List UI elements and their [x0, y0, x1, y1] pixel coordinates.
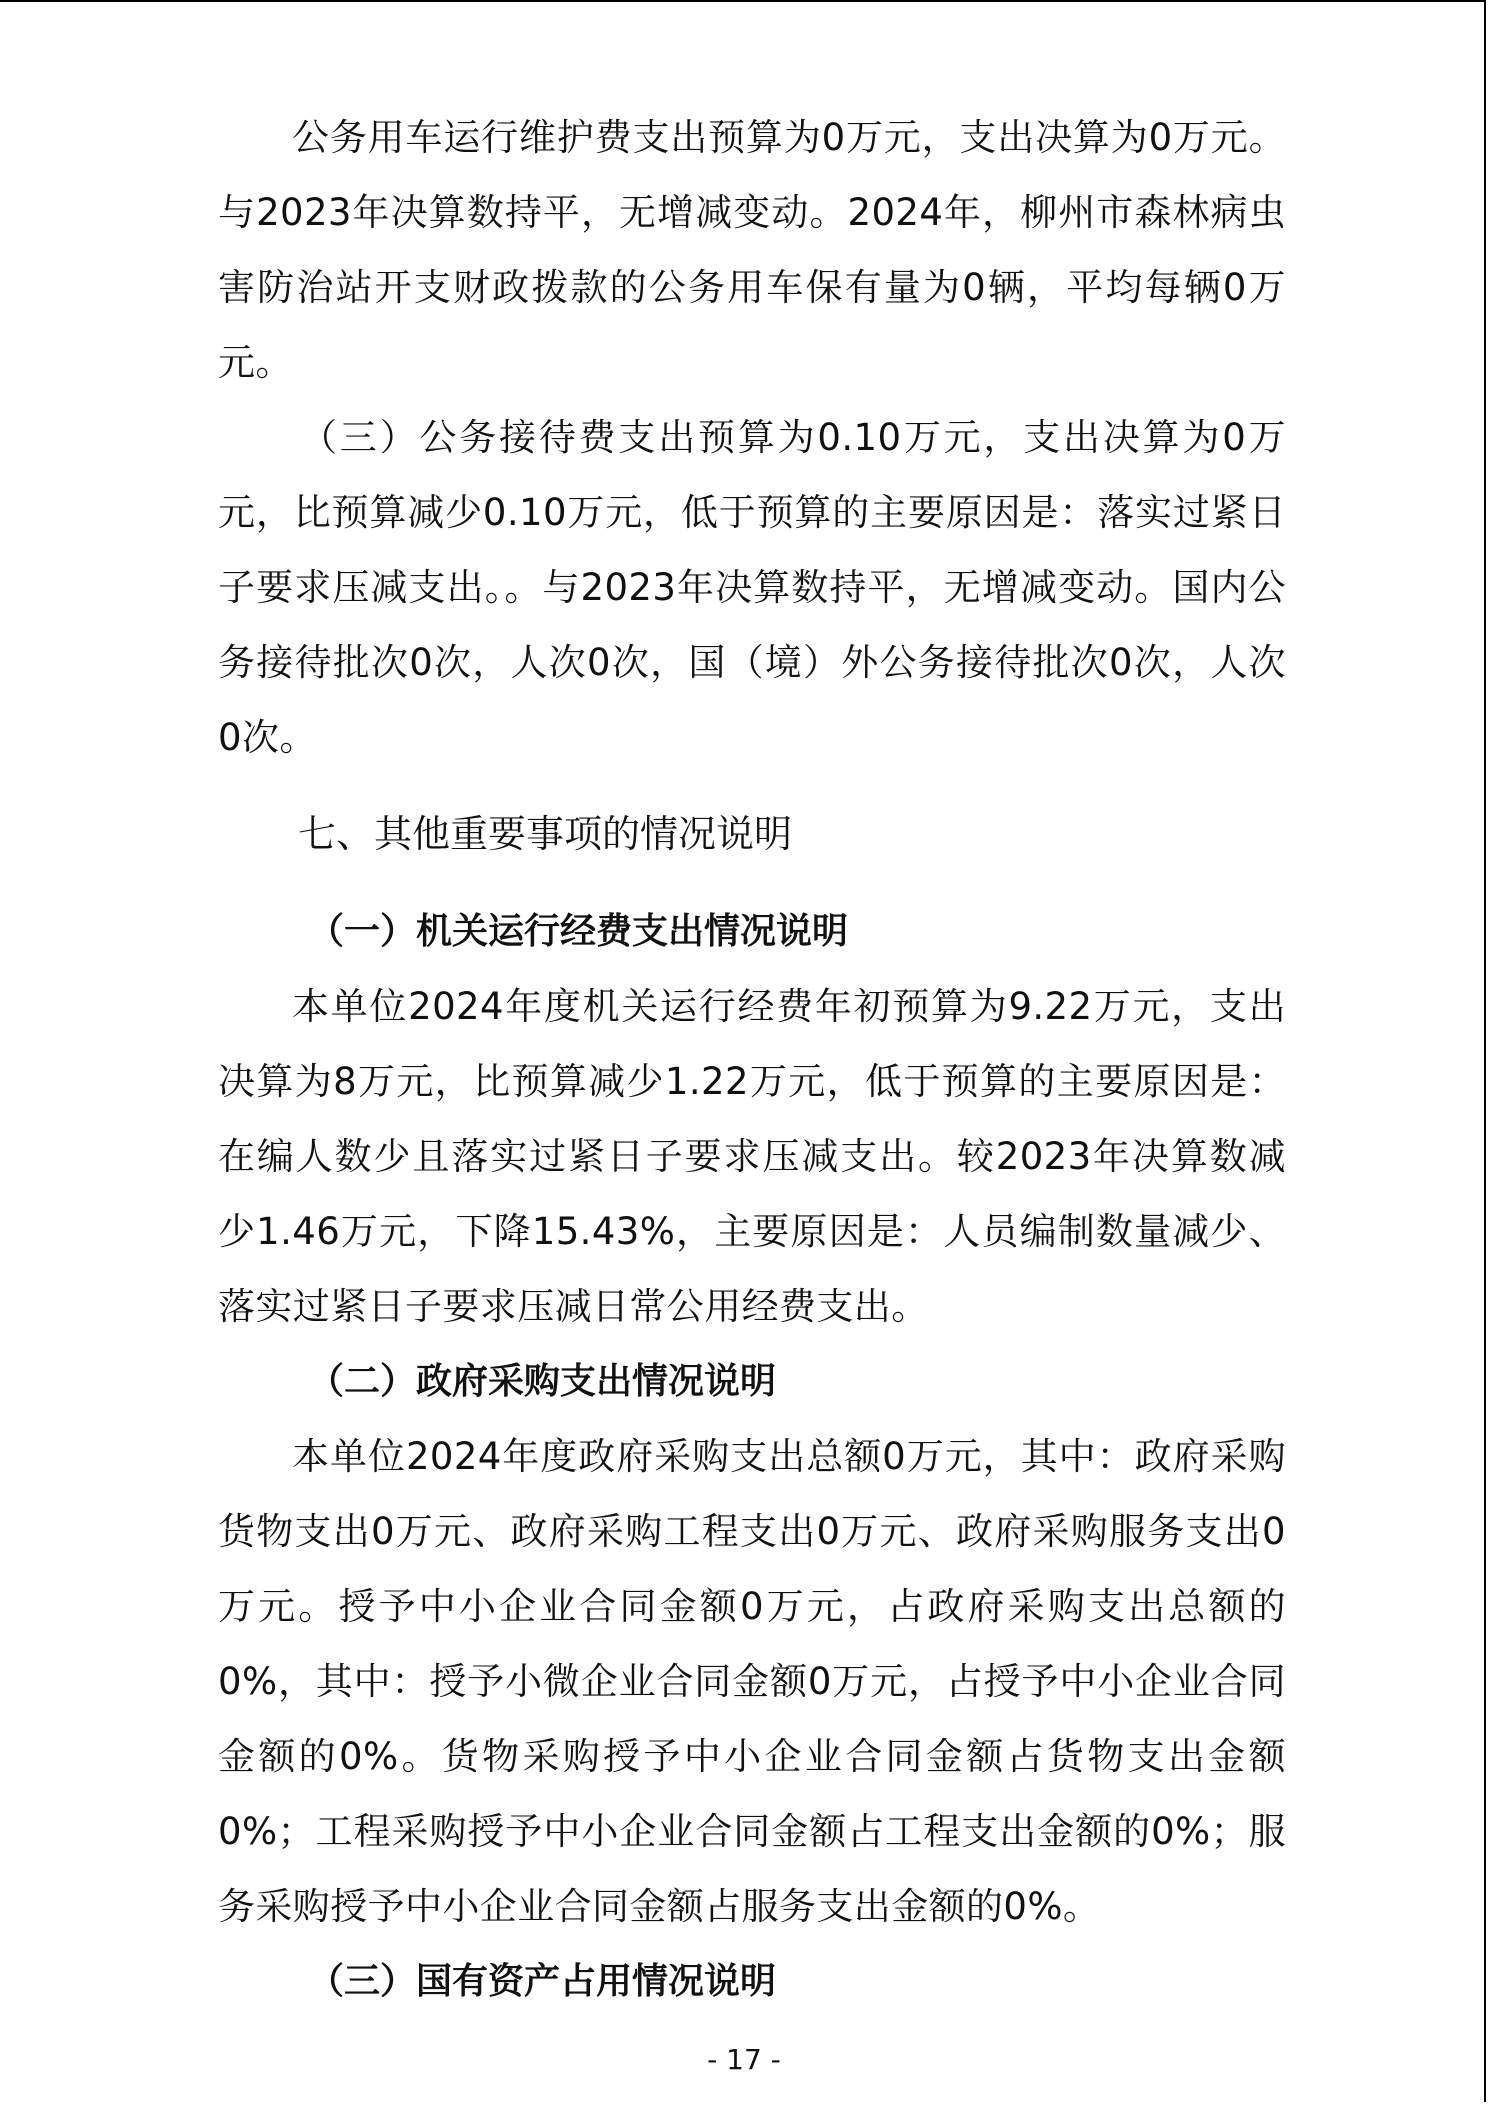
paragraph-operating-expense: 本单位2024年度机关运行经费年初预算为9.22万元，支出决算为8万元，比预算减少1.22万元，低于预算的主要原因是：在编人数少且落实过紧日子要求压减支出。较2023年决算数减少1.46万元，下降15.43%，主要原因是：人员编制数量减少、落实过紧日子要求压减日常公用经费支出。	[218, 985, 1286, 1328]
subheading-operating-expense: （一）机关运行经费支出情况说明	[308, 911, 849, 952]
paragraph-government-procurement: 本单位2024年度政府采购支出总额0万元，其中：政府采购货物支出0万元、政府采购工程支出0万元、政府采购服务支出0万元。授予中小企业合同金额0万元，占政府采购支出总额的0%，其中：授予小微企业合同金额0万元，占授予中小企业合同金额的0%。货物采购授予中小企业合同金额占货物支出金额0%；工程采购授予中小企业合同金额占工程支出金额的0%；服务采购授予中小企业合同金额占服务支出金额的0%。	[218, 1435, 1286, 1928]
paragraph-reception-expense: （三）公务接待费支出预算为0.10万元，支出决算为0万元，比预算减少0.10万元，低于预算的主要原因是：落实过紧日子要求压减支出。。与2023年决算数持平，无增减变动。国内公务接待批次0次，人次0次，国（境）外公务接待批次0次，人次0次。	[218, 416, 1286, 759]
subheading-government-procurement: （二）政府采购支出情况说明	[308, 1361, 777, 1402]
paragraph-vehicle-maintenance: 公务用车运行维护费支出预算为0万元，支出决算为0万元。与2023年决算数持平，无增减变动。2024年，柳州市森林病虫害防治站开支财政拨款的公务用车保有量为0辆，平均每辆0万元。	[218, 116, 1286, 384]
section-title: 七、其他重要事项的情况说明	[298, 812, 793, 856]
subheading-state-assets: （三）国有资产占用情况说明	[308, 1961, 777, 2002]
document-body	[218, 100, 1286, 2019]
page-number: - 17 -	[707, 2043, 781, 2076]
